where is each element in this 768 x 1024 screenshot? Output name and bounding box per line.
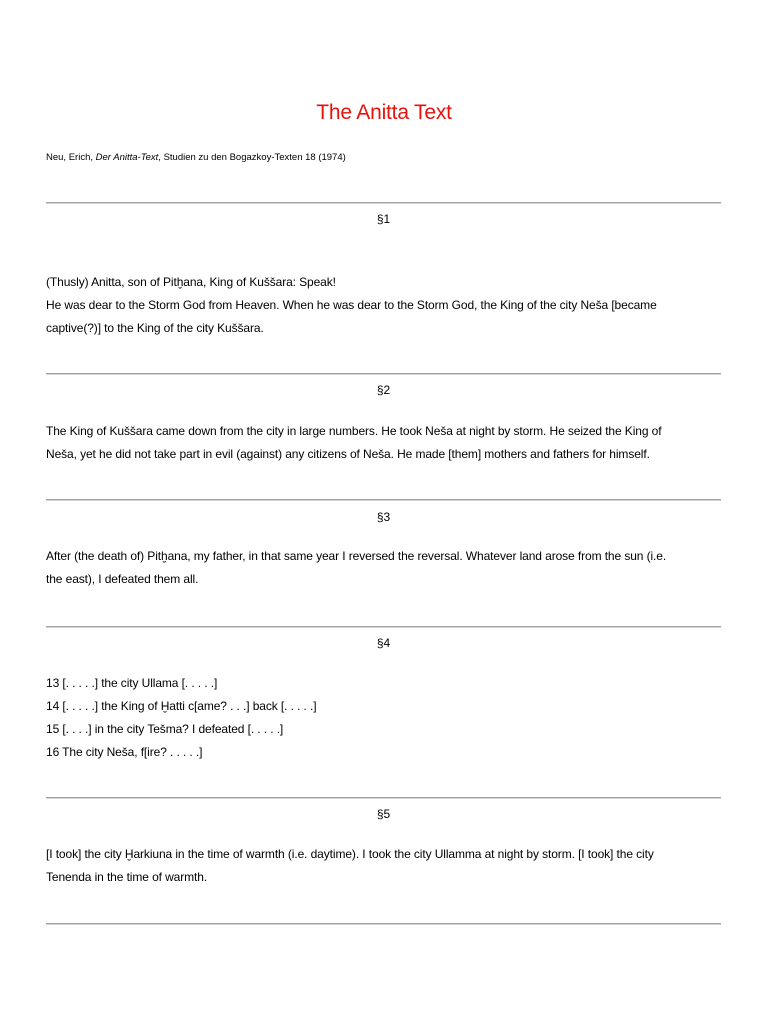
fragment-line: 16 The city Neša, f[ire? . . . . .] [46, 745, 203, 759]
bibliographic-citation [46, 151, 346, 165]
text-line: Tenenda in the time of warmth. [46, 870, 208, 884]
section-text-3 [46, 545, 726, 591]
section-label-3: §3 [376, 510, 391, 524]
text-line: captive(?)] to the King of the city Kuššara. [46, 321, 264, 335]
section-text-4 [46, 672, 726, 764]
section-label-2: §2 [376, 383, 391, 397]
section-divider [46, 626, 721, 628]
section-text-1 [46, 271, 726, 340]
fragment-line: 13 [. . . . .] the city Ullama [. . . . .] [46, 676, 218, 690]
text-line: Neša, yet he did not take part in evil (against) any citizens of Neša. He made [them] mothers and fathers for himself. [46, 447, 650, 461]
section-divider [46, 499, 721, 501]
section-text-5 [46, 843, 726, 889]
fragment-line: 15 [. . . .] in the city Tešma? I defeated [. . . . .] [46, 722, 284, 736]
text-line: The King of Kuššara came down from the city in large numbers. He took Neša at night by storm. He seized the King of [46, 424, 662, 438]
text-line: [I took] the city Ḫarkiuna in the time of warmth (i.e. daytime). I took the city Ullamma at night by storm. [I took] the city [46, 847, 654, 861]
citation-author: Neu, Erich, [46, 152, 96, 163]
section-label-1: §1 [376, 212, 391, 226]
section-label-4: §4 [376, 636, 391, 650]
fragment-line: 14 [. . . . .] the King of Ḫatti c[ame? . . .] back [. . . . .] [46, 699, 317, 713]
section-divider [46, 202, 721, 204]
section-text-2 [46, 420, 726, 466]
section-divider [46, 373, 721, 375]
document-title: The Anitta Text [316, 101, 452, 124]
text-line: (Thusly) Anitta, son of Pitḫana, King of Kuššara: Speak! [46, 275, 336, 289]
section-label-5: §5 [376, 807, 391, 821]
citation-series: , Studien zu den Bogazkoy-Texten 18 (1974) [158, 152, 346, 163]
section-divider [46, 797, 721, 799]
text-line: After (the death of) Pitḫana, my father, in that same year I reversed the reversal. Whatever land arose from the sun (i.e. [46, 549, 667, 563]
section-divider [46, 923, 721, 925]
citation-work-title: Der Anitta-Text [95, 152, 159, 163]
text-line: the east), I defeated them all. [46, 572, 199, 586]
text-line: He was dear to the Storm God from Heaven. When he was dear to the Storm God, the King of the city Neša [became [46, 298, 657, 312]
